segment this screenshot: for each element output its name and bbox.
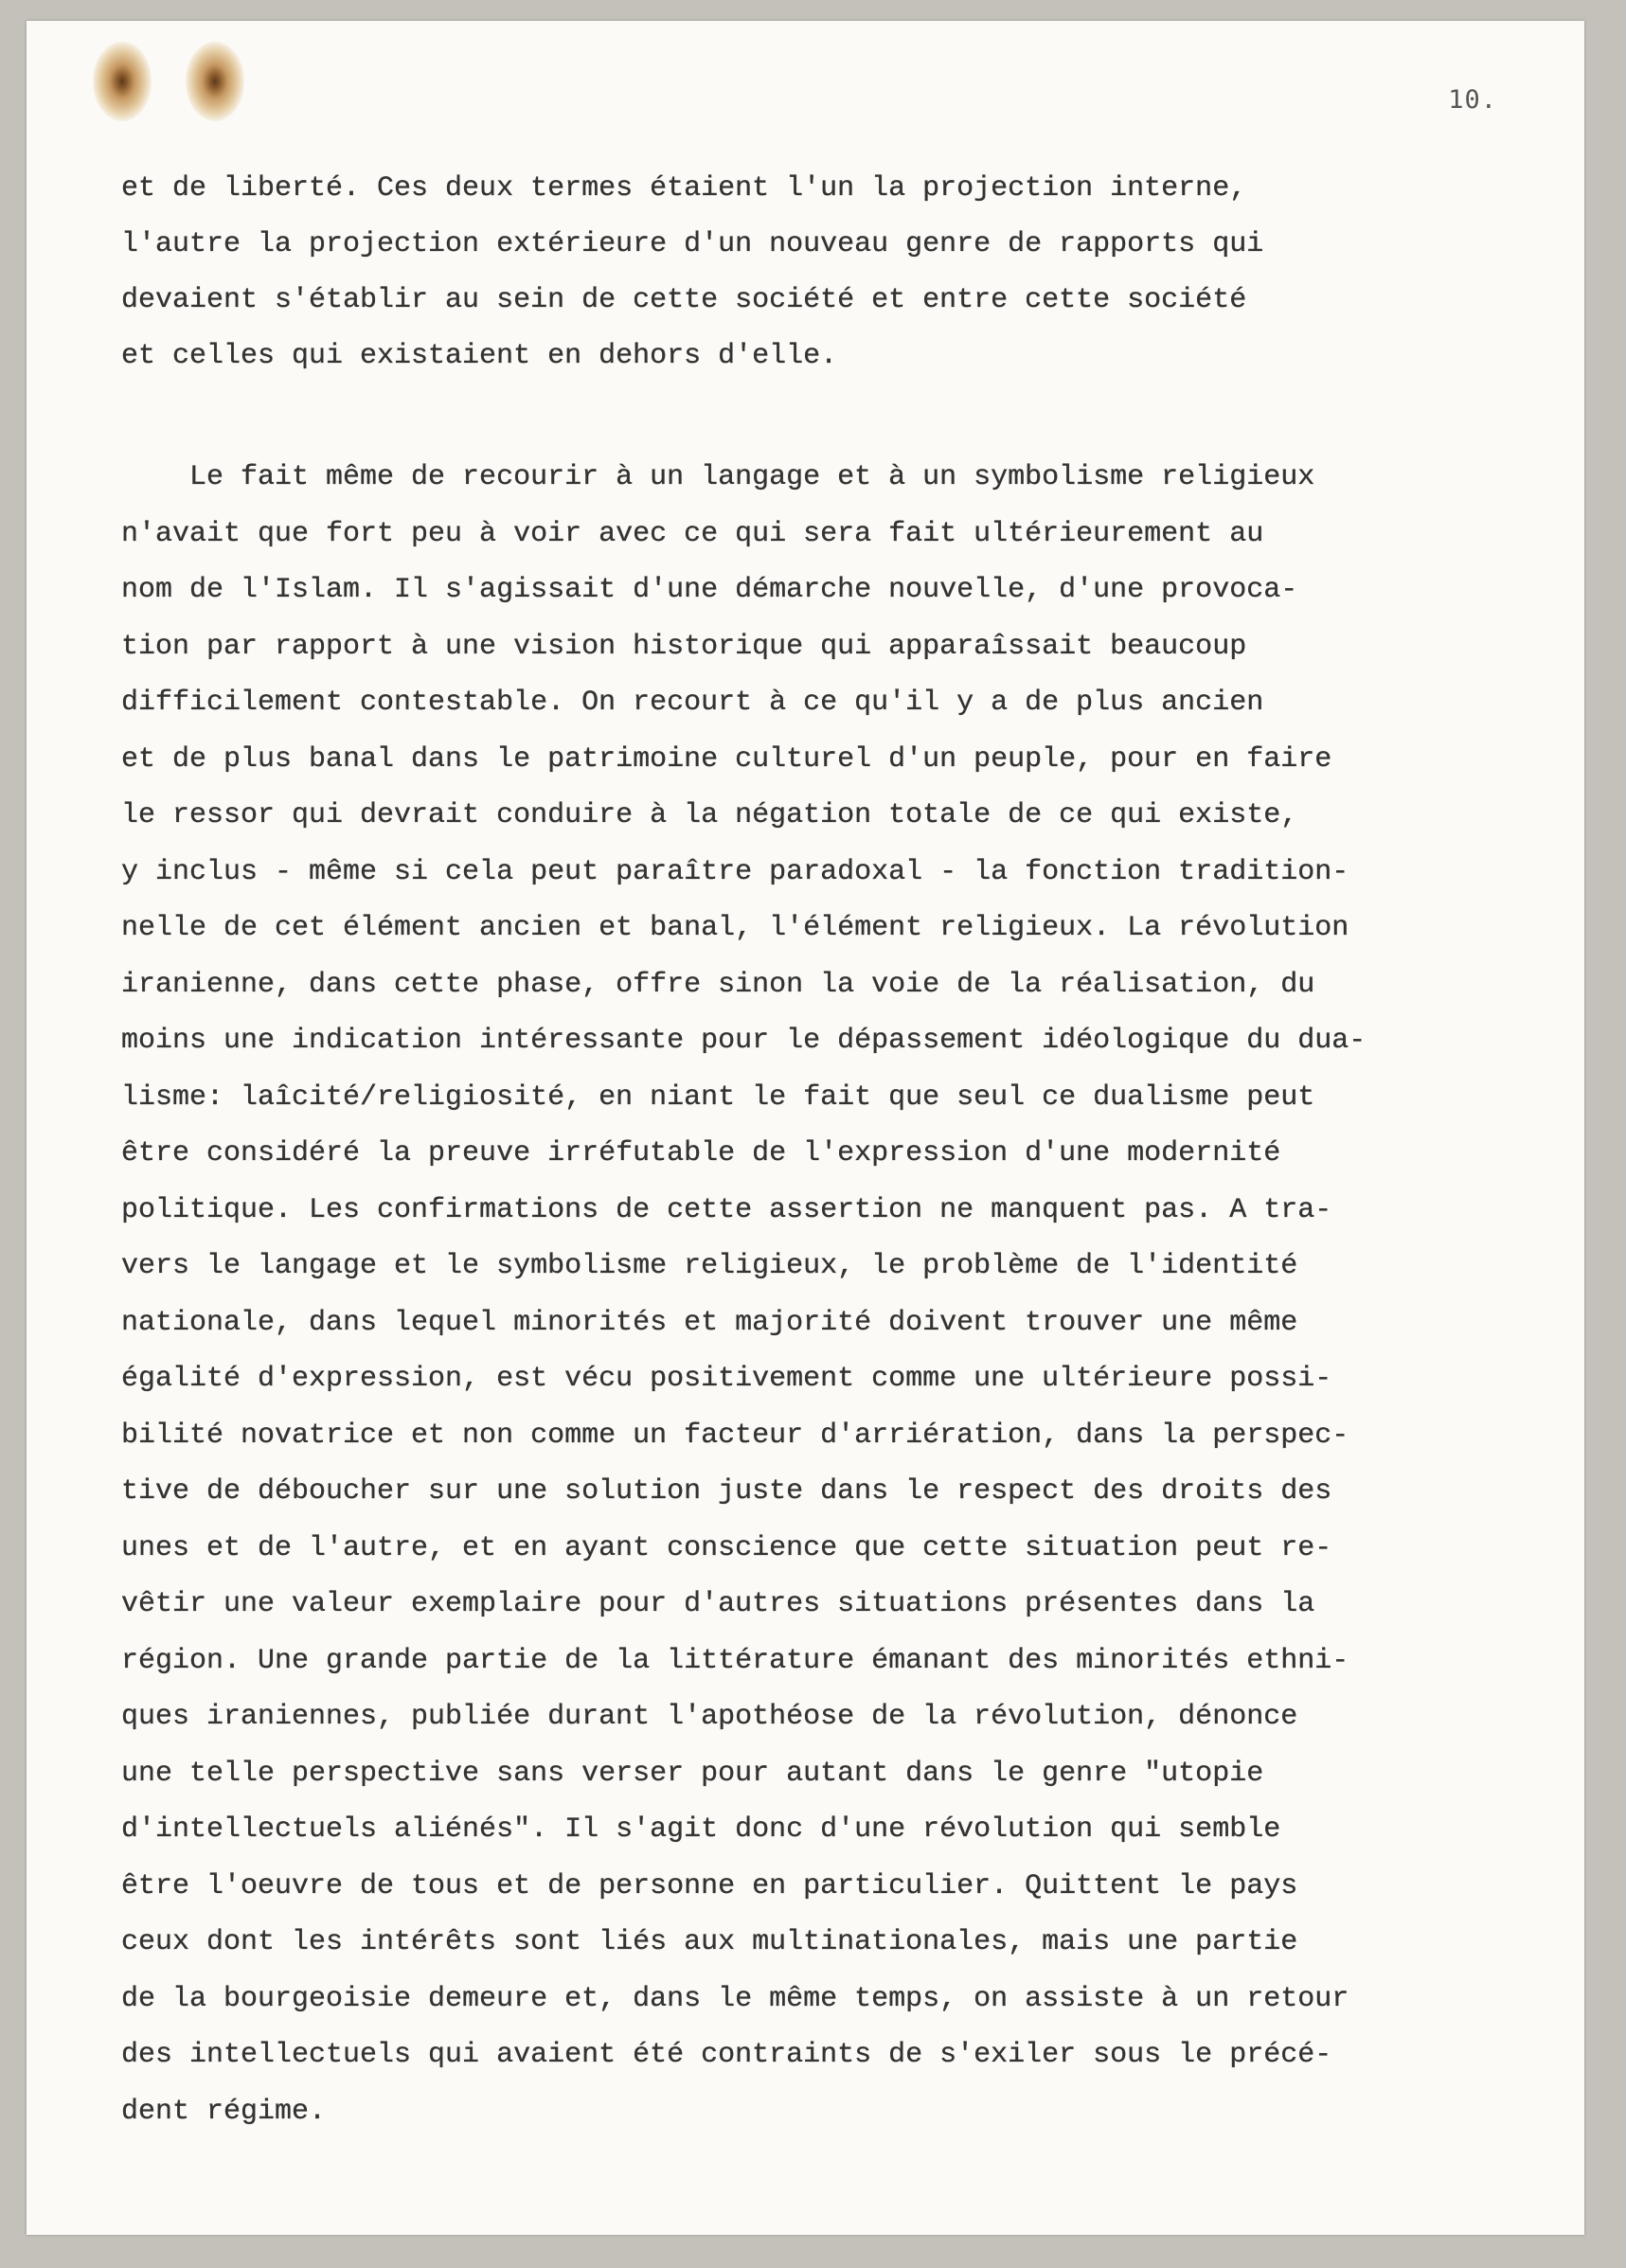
text-line: être l'oeuvre de tous et de personne en particulier. Quittent le pays <box>121 1869 1298 1902</box>
text-line: unes et de l'autre, et en ayant conscience que cette situation peut re- <box>121 1531 1332 1564</box>
page-number: 10. <box>1448 85 1497 115</box>
text-line: difficilement contestable. On recourt à ce qu'il y a de plus ancien <box>121 687 1264 719</box>
text-line: l'autre la projection extérieure d'un nouveau genre de rapports qui <box>121 228 1264 260</box>
text-line: politique. Les confirmations de cette assertion ne manquent pas. A tra- <box>121 1193 1332 1226</box>
text-line: tion par rapport à une vision historique qui apparaîssait beaucoup <box>121 630 1247 663</box>
text-line: des intellectuels qui avaient été contraints de s'exiler sous le précé- <box>121 2039 1332 2071</box>
text-line: n'avait que fort peu à voir avec ce qui sera fait ultérieurement au <box>121 517 1264 550</box>
text-line: être considéré la preuve irréfutable de l'expression d'une modernité <box>121 1137 1281 1170</box>
text-line: y inclus - même si cela peut paraître paradoxal - la fonction tradition- <box>121 855 1349 888</box>
paragraph-1 <box>121 161 1580 384</box>
text-line: et de plus banal dans le patrimoine culturel d'un peuple, pour en faire <box>121 742 1332 776</box>
text-line: ceux dont les intérêts sont liés aux multinationales, mais une partie <box>121 1926 1298 1958</box>
text-line: région. Une grande partie de la littérature émanant des minorités ethni- <box>121 1644 1349 1677</box>
text-line: vêtir une valeur exemplaire pour d'autres situations présentes dans la <box>121 1588 1315 1620</box>
text-line: nelle de cet élément ancien et banal, l'élément religieux. La révolution <box>121 912 1349 944</box>
paragraph-2 <box>121 450 1580 2140</box>
text-line: une telle perspective sans verser pour autant dans le genre "utopie <box>121 1757 1264 1790</box>
text-line: ques iraniennes, publiée durant l'apothéose de la révolution, dénonce <box>121 1701 1298 1733</box>
text-line: moins une indication intéressante pour le dépassement idéologique du dua- <box>121 1025 1367 1057</box>
text-line: tive de déboucher sur une solution juste dans le respect des droits des <box>121 1475 1332 1508</box>
punch-hole-stain <box>93 42 152 121</box>
text-line: et celles qui existaient en dehors d'elle. <box>121 340 838 372</box>
text-line: dent régime. <box>121 2095 327 2128</box>
text-line: et de liberté. Ces deux termes étaient l'un la projection interne, <box>121 172 1247 205</box>
text-line: nom de l'Islam. Il s'agissait d'une démarche nouvelle, d'une provoca- <box>121 574 1298 606</box>
text-line: lisme: laîcité/religiosité, en niant le fait que seul ce dualisme peut <box>121 1080 1315 1114</box>
text-line: nationale, dans lequel minorités et majorité doivent trouver une même <box>121 1306 1298 1339</box>
text-line: bilité novatrice et non comme un facteur d'arriération, dans la perspec- <box>121 1419 1349 1452</box>
text-line: égalité d'expression, est vécu positivement comme une ultérieure possi- <box>121 1363 1332 1395</box>
text-line: devaient s'établir au sein de cette société et entre cette société <box>121 284 1247 316</box>
text-line: vers le langage et le symbolisme religieux, le problème de l'identité <box>121 1250 1298 1282</box>
text-line: Le fait même de recourir à un langage et à un symbolisme religieux <box>121 461 1315 493</box>
text-line: le ressor qui devrait conduire à la négation totale de ce qui existe, <box>121 799 1298 831</box>
punch-hole-stain <box>186 42 244 121</box>
typescript-body <box>121 161 1580 2140</box>
text-line: iranienne, dans cette phase, offre sinon la voie de la réalisation, du <box>121 968 1315 1001</box>
text-line: d'intellectuels aliénés". Il s'agit donc d'une révolution qui semble <box>121 1813 1281 1846</box>
text-line: de la bourgeoisie demeure et, dans le même temps, on assiste à un retour <box>121 1982 1349 2015</box>
